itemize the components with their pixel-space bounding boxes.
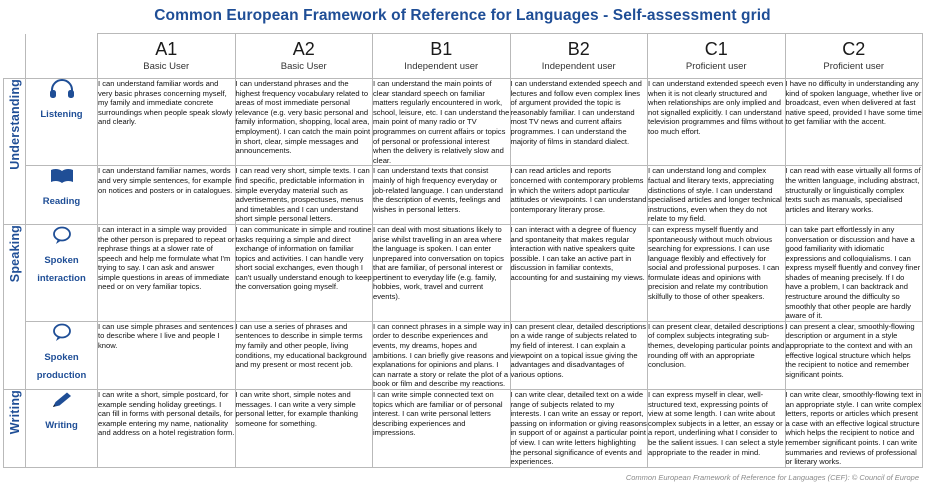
table-body: [4, 79, 923, 468]
page-title: Common European Framework of Reference for Languages - Self-assessment grid: [154, 7, 771, 24]
descriptor-cell: I can communicate in simple and routine tasks requiring a simple and direct exchange of information on familiar topics and activities. I can handle very short social exchanges, even though I can't usually understand enough to keep the conversation going myself.: [235, 224, 373, 321]
skill-spoken-production: [26, 321, 98, 389]
level-header-c2: [785, 34, 923, 79]
descriptor-cell: I can read with ease virtually all forms of the written language, including abstract, structurally or linguistically complex texts such as manuals, specialised articles and literary works.: [785, 166, 923, 225]
skill-spoken-interaction: [26, 224, 98, 321]
header-row: [4, 34, 923, 79]
cefr-self-assessment-table: [3, 33, 923, 468]
level-code: B2: [567, 39, 590, 59]
descriptor-cell: I can write a short, simple postcard, for example sending holiday greetings. I can fill in forms with personal details, for example entering my name, nationality and address on a hotel registration form.: [98, 390, 236, 468]
descriptor-cell: I can present a clear, smoothly-flowing description or argument in a style appropriate to the context and with an effective logical structure which helps the recipient to notice and remember significant points.: [785, 321, 923, 389]
level-code: C1: [704, 39, 728, 59]
descriptor-cell: I can understand long and complex factual and literary texts, appreciating distinctions of style. I can understand specialised articles and longer technical instructions, even when they do not relate to my field.: [648, 166, 786, 225]
level-header-c1: [648, 34, 786, 79]
level-user-type: Independent user: [541, 61, 616, 72]
descriptor-cell: I can take part effortlessly in any conversation or discussion and have a good familiarity with idiomatic expressions and colloquialisms. I can express myself fluently and convey finer shades of meaning precisely. If I do have a problem, I can backtrack and restructure around the difficulty so smoothly that other people are hardly aware of it.: [785, 224, 923, 321]
skill-group-label: Understanding: [7, 79, 22, 170]
descriptor-cell: I can understand familiar names, words and very simple sentences, for example on notices and posters or in catalogues.: [98, 166, 236, 225]
table-header: [4, 34, 923, 79]
headphones-icon: [26, 79, 97, 101]
skill-label: Reading: [42, 196, 81, 208]
table-row: [4, 321, 923, 389]
descriptor-cell: I have no difficulty in understanding any kind of spoken language, whether live or broadcast, even when delivered at fast native speed, provided I have some time to get familiar with the accent.: [785, 79, 923, 166]
descriptor-cell: I can connect phrases in a simple way in order to describe experiences and events, my dreams, hopes and ambitions. I can briefly give reasons and explanations for opinions and plans. I can narrate a story or relate the plot of a book or film and describe my reactions.: [373, 321, 510, 389]
skill-label: Listening: [40, 109, 83, 120]
descriptor-cell: I can write simple connected text on topics which are familiar or of personal interest. I can write personal letters describing experiences and impressions.: [373, 390, 511, 468]
level-code: C2: [842, 39, 866, 59]
pen-icon: [26, 390, 97, 412]
level-header-b1: [373, 34, 511, 79]
descriptor-cell: I can express myself in clear, well-structured text, expressing points of view at some length. I can write about complex subjects in a letter, an essay or a report, underlining what I consider to be the salient issues. I can select a style appropriate to the reader in mind.: [648, 390, 786, 468]
skill-reading: [26, 166, 98, 225]
speech-bubble-icon: [26, 225, 97, 247]
descriptor-cell: I can present clear, detailed descriptions of complex subjects integrating sub-themes, developing particular points and rounding off with an appropriate conclusion.: [648, 321, 786, 389]
descriptor-cell: I can write clear, smoothly-flowing text in an appropriate style. I can write complex letters, reports or articles which present a case with an effective logical structure which helps the recipient to notice and remember significant points. I can write summaries and reviews of professional or literary works.: [785, 390, 922, 467]
descriptor-cell: I can write short, simple notes and messages. I can write a very simple personal letter, for example thanking someone for something.: [235, 390, 373, 468]
skill-label: Spoken interaction: [37, 254, 86, 284]
descriptor-cell: I can understand extended speech and lectures and follow even complex lines of argument provided the topic is reasonably familiar. I can understand most TV news and current affairs programmes. I can understand the majority of films in standard dialect.: [510, 79, 648, 166]
descriptor-cell: I can understand texts that consist mainly of high frequency everyday or job-related language. I can understand the description of events, feelings and wishes in personal letters.: [373, 166, 511, 225]
skill-listening: [26, 79, 98, 166]
level-header-a2: [235, 34, 373, 79]
descriptor-cell: I can write clear, detailed text on a wide range of subjects related to my interests. I can write an essay or report, passing on information or giving reasons in support of or against a particular point of view. I can write letters highlighting the personal significance of events and experiences.: [510, 390, 647, 467]
level-header-b2: [510, 34, 648, 79]
skill-writing: [26, 390, 98, 468]
table-row: [4, 166, 923, 225]
level-code: B1: [430, 39, 453, 59]
level-code: A2: [292, 39, 315, 59]
level-user-type: Basic User: [280, 61, 327, 72]
descriptor-cell: I can understand the main points of clear standard speech on familiar matters regularly encountered in work, school, leisure, etc. I can understand the main point of many radio or TV programmes on current affairs or topics of personal or professional interest when the delivery is relatively slow and clear.: [373, 79, 510, 165]
descriptor-cell: I can use a series of phrases and sentences to describe in simple terms my family and other people, living conditions, my educational background and my present or most recent job.: [235, 321, 373, 389]
corner-cell-skill: [26, 34, 98, 79]
descriptor-cell: I can understand extended speech even when it is not clearly structured and when relationships are only implied and not signalled explicitly. I can understand television programmes and films without too much effort.: [648, 79, 786, 166]
descriptor-cell: I can understand phrases and the highest frequency vocabulary related to areas of most immediate personal relevance (e.g. very basic personal and family information, shopping, local area, employment). I can catch the main point in short, clear, simple messages and announcements.: [235, 79, 373, 166]
level-user-type: Proficient user: [685, 61, 747, 72]
copyright-footer: Common European Framework of Reference for Languages (CEF): © Council of Europe: [625, 472, 919, 482]
descriptor-cell: I can express myself fluently and spontaneously without much obvious searching for expressions. I can use language flexibly and effectively for social and professional purposes. I can formulate ideas and opinions with precision and relate my contribution skilfully to those of other speakers.: [648, 224, 786, 321]
table-row: [4, 79, 923, 166]
descriptor-cell: I can interact with a degree of fluency and spontaneity that makes regular interaction with native speakers quite possible. I can take an active part in discussion in familiar contexts, accounting for and sustaining my views.: [510, 224, 648, 321]
skill-group-label: Speaking: [7, 224, 22, 283]
descriptor-cell: I can understand familiar words and very basic phrases concerning myself, my family and immediate concrete surroundings when people speak slowly and clearly.: [98, 79, 236, 166]
descriptor-cell: I can use simple phrases and sentences to describe where I live and people I know.: [98, 321, 236, 389]
table-row: [4, 390, 923, 468]
level-code: A1: [155, 39, 178, 59]
level-user-type: Basic User: [143, 61, 190, 72]
skill-label: Spoken production: [36, 351, 87, 381]
descriptor-cell: I can read articles and reports concerned with contemporary problems in which the writers adopt particular attitudes or viewpoints. I can understand contemporary literary prose.: [510, 166, 648, 225]
level-user-type: Independent user: [404, 61, 479, 72]
corner-cell-group: [4, 34, 26, 79]
level-user-type: Proficient user: [823, 61, 885, 72]
descriptor-cell: I can interact in a simple way provided the other person is prepared to repeat or rephrase things at a slower rate of speech and help me formulate what I'm trying to say. I can ask and answer simple questions in areas of immediate need or on very familiar topics.: [98, 224, 236, 321]
speech-bubble-icon: [26, 322, 97, 344]
descriptor-cell: I can read very short, simple texts. I can find specific, predictable information in simple everyday material such as advertisements, prospectuses, menus and timetables and I can understand short simple personal letters.: [235, 166, 373, 225]
skill-group-label: Writing: [7, 390, 22, 435]
skill-group-speaking: [4, 224, 26, 389]
descriptor-cell: I can deal with most situations likely to arise whilst travelling in an area where the language is spoken. I can enter unprepared into conversation on topics that are familiar, of personal interest or pertinent to everyday life (e.g. family, hobbies, work, travel and current events).: [373, 224, 511, 321]
book-icon: [26, 166, 97, 188]
descriptor-cell: I can present clear, detailed descriptions on a wide range of subjects related to my field of interest. I can explain a viewpoint on a topical issue giving the advantages and disadvantages of various options.: [510, 321, 648, 389]
skill-group-understanding: [4, 79, 26, 225]
skill-label: Writing: [45, 420, 78, 431]
level-header-a1: [98, 34, 236, 79]
skill-group-writing: [4, 390, 26, 468]
table-row: [4, 224, 923, 321]
